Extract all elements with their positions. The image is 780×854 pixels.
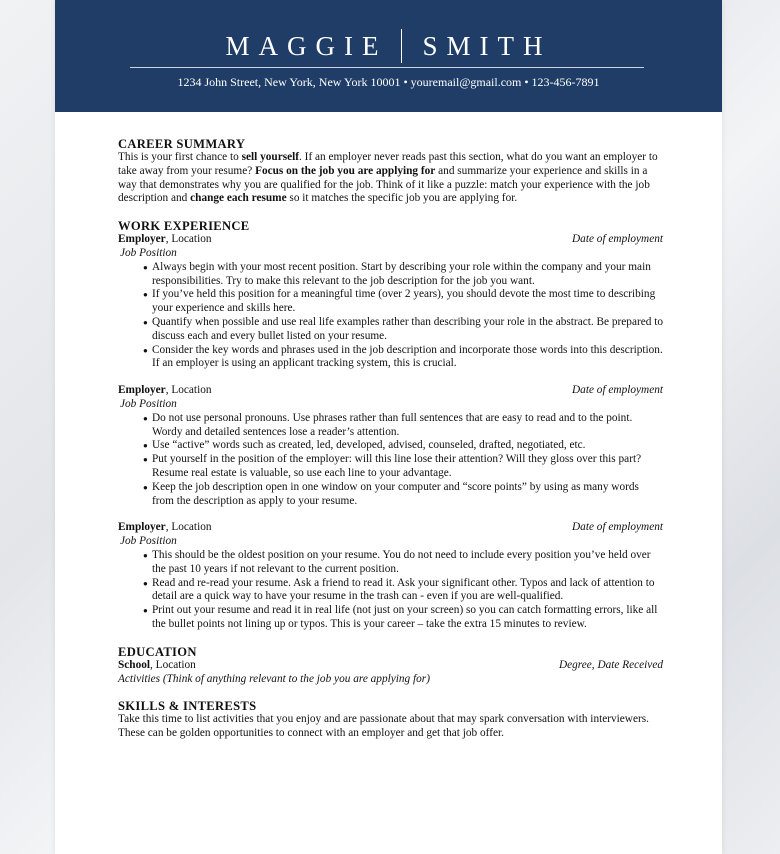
employer-location: , Location [165,521,212,534]
summary-bold-2: Focus on the job you are applying for [255,164,436,177]
header-rule [130,67,644,68]
bullet-item: ● If you’ve held this position for a meaningful time (over 2 years), you should devote the most time to describing your experience and skills here. [152,288,663,316]
employment-date: Date of employment [572,521,663,534]
education-activities: Activities (Think of anything relevant to the job you are applying for) [118,672,430,685]
summary-text-4: so it matches the specific job you are applying for. [286,192,518,205]
job-bullets [118,261,663,371]
bullet-item: ● Put yourself in the position of the employer: will this line lose their attention? Will they gloss over this part? Resume real estate is valuable, so use each line to your advantage. [152,453,663,481]
school-name: School [118,658,151,671]
employer-name: Employer [118,233,166,246]
job-bullets [118,412,663,509]
employment-date: Date of employment [572,384,663,397]
work-experience-title: WORK EXPERIENCE [118,219,250,234]
bullet-item: ● Quantify when possible and use real life examples rather than describing your role in the abstract. Be prepared to discuss each and every bullet listed on your resume. [152,316,663,344]
last-name: SMITH [422,30,552,61]
resume-body [118,137,663,741]
employer-name: Employer [118,521,166,534]
bullet-item: ● Keep the job description open in one window on your computer and “score points” by using as many words from the description as apply to your resume. [152,481,663,509]
bullet-item: ● This should be the oldest position on your resume. You do not need to include every position you’ve held over the past 10 years if not relevant to the current position. [152,549,663,577]
bullet-item: ● Read and re-read your resume. Ask a friend to read it. Ask your significant other. Typos and lack of attention to detail are a quick way to have your resume in the trash can - even if you are well-qualified. [152,577,663,605]
summary-text-1: This is your first chance to [118,151,242,163]
career-summary-text [118,151,663,206]
bullet-item: ● Print out your resume and read it in real life (not just on your screen) so you can catch formatting errors, like all the bullet points not lining up or typos. This is your career – take the extra 15 minutes to review. [152,604,663,632]
summary-text-2: . If an employer never reads past this section, what do you want an employer to take away from your resume? [118,151,658,177]
name-divider [401,29,402,63]
bullet-item: ● Use “active” words such as created, led, developed, advised, counseled, drafted, negotiated, etc. [152,439,663,453]
job-position: Job Position [120,246,177,259]
summary-text-3: and summarize your experience and skills in a way that demonstrates why you are qualified for the job. Think of it like a puzzle: match your experience with the job description and [118,164,650,205]
summary-bold-1: sell yourself [241,151,300,163]
employer-location: , Location [165,384,212,397]
degree-date: Degree, Date Received [558,658,663,671]
resume-page [55,0,722,854]
skills-text: Take this time to list activities that you enjoy and are passionate about that may spark conversation with interviewers. These can be golden opportunities to connect with an employer and get that job offer. [118,713,649,740]
job-bullets [118,549,663,632]
employment-date: Date of employment [572,233,663,246]
school-row [118,659,663,673]
employer-row [118,233,663,247]
resume-header [55,0,722,112]
summary-bold-3: change each resume [190,192,287,205]
employer-row [118,521,663,535]
contact-line: 1234 John Street, New York, New York 10001 • youremail@gmail.com • 123-456-7891 [177,75,600,89]
job-position: Job Position [120,535,177,548]
bullet-item: ● Do not use personal pronouns. Use phrases rather than full sentences that are easy to read and to the point. Wordy and detailed sentences lose a reader’s attention. [152,412,663,440]
school-location: , Location [150,658,196,671]
education-title: EDUCATION [118,644,197,659]
career-summary-title: CAREER SUMMARY [118,137,246,151]
bullet-item: ● Consider the key words and phrases used in the job description and incorporate those words into this description. If an employer is using an applicant tracking system, this is crucial. [152,344,663,372]
employer-location: , Location [165,233,212,246]
employer-row [118,384,663,398]
skills-title: SKILLS & INTERESTS [118,699,257,714]
employer-name: Employer [118,384,166,397]
first-name: MAGGIE [225,30,388,61]
bullet-item: ● Always begin with your most recent position. Start by describing your role within the company and your main responsibilities. Try to make this relevant to the job description for the job you want. [152,261,663,289]
job-position: Job Position [120,397,177,410]
name-heading [55,28,722,64]
